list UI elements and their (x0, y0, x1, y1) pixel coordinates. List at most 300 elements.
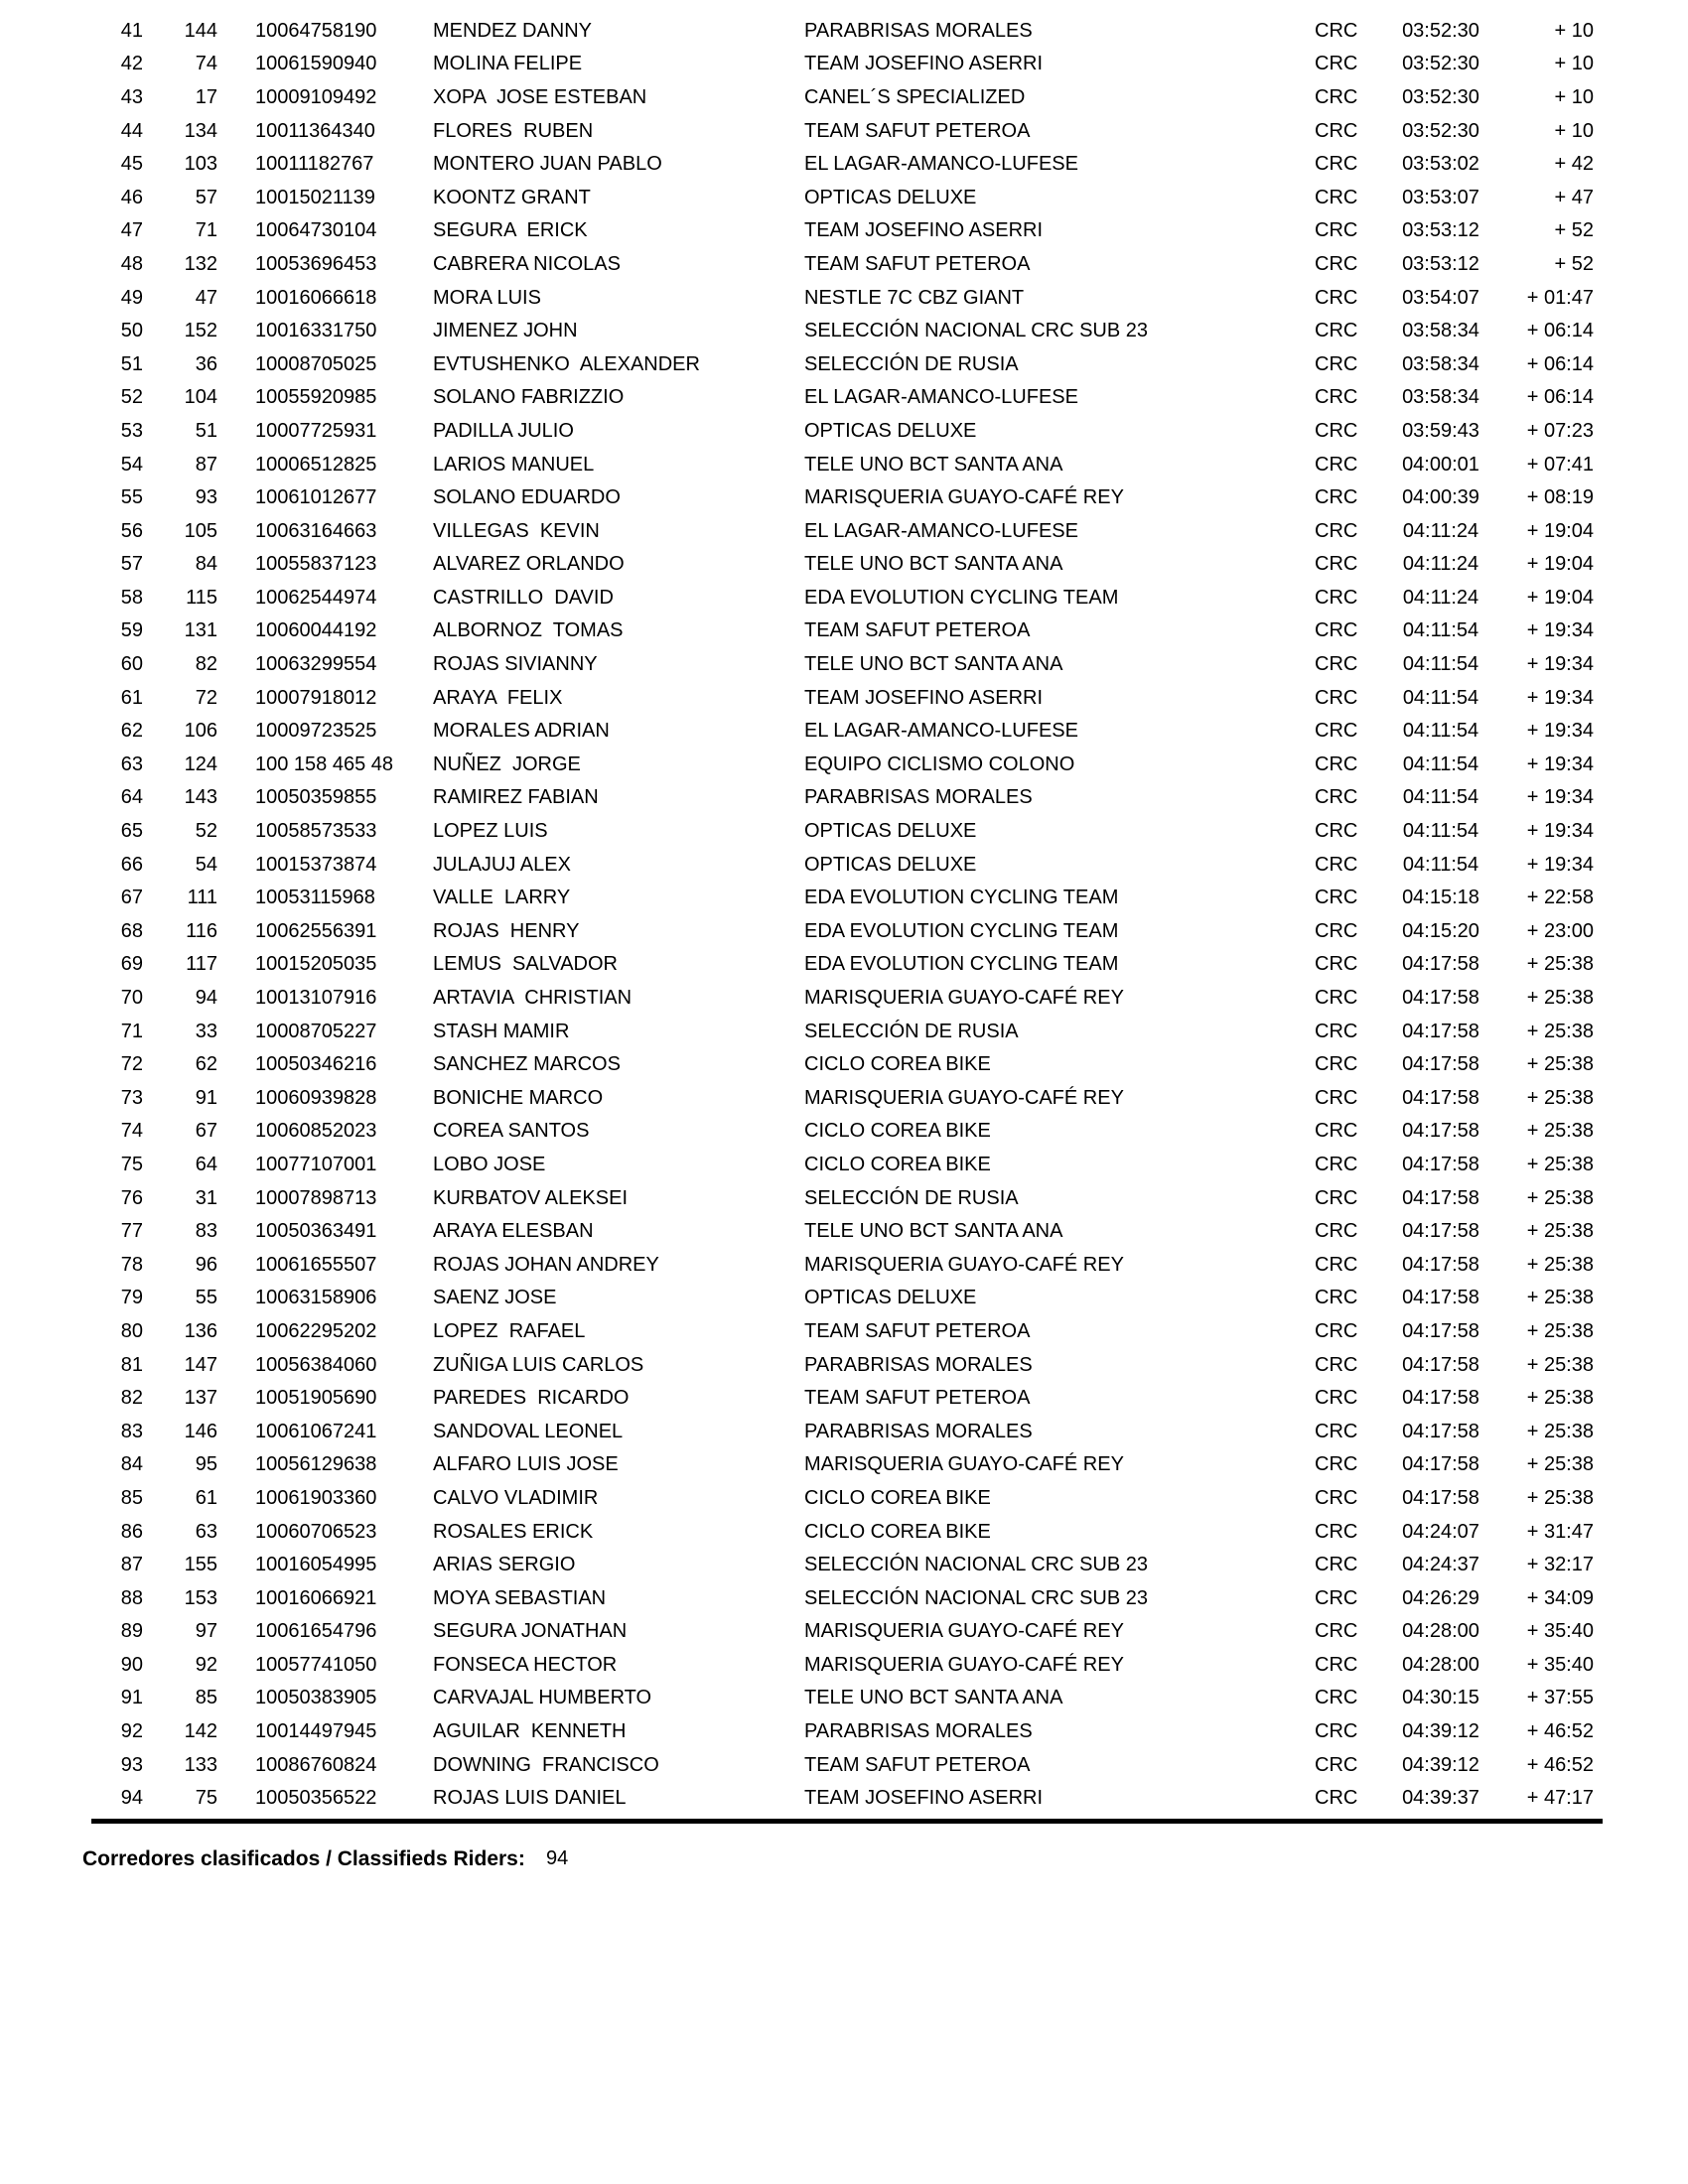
rider-name-cell: ROJAS HENRY (433, 919, 580, 942)
bib-cell: 82 (195, 653, 217, 676)
table-row (0, 1248, 1594, 1282)
team-cell: OPTICAS DELUXE (804, 820, 977, 843)
bib-cell: 61 (195, 1486, 217, 1509)
team-cell: CICLO COREA BIKE (804, 1053, 991, 1076)
gap-cell: + 25:38 (1526, 1287, 1594, 1309)
table-row (0, 1214, 1594, 1248)
time-cell: 04:26:29 (1402, 1586, 1479, 1609)
rider-name-cell: SOLANO EDUARDO (433, 486, 621, 509)
uci-id-cell: 10016054995 (255, 1554, 377, 1576)
team-cell: TELE UNO BCT SANTA ANA (804, 653, 1063, 676)
gap-cell: + 25:38 (1526, 1453, 1594, 1476)
nationality-cell: CRC (1315, 1319, 1358, 1342)
table-row (0, 681, 1594, 715)
gap-cell: + 25:38 (1526, 1086, 1594, 1109)
time-cell: 04:11:54 (1402, 720, 1479, 743)
rider-name-cell: LOPEZ LUIS (433, 820, 548, 843)
time-cell: 04:17:58 (1402, 1319, 1479, 1342)
gap-cell: + 47 (1554, 186, 1594, 208)
rider-name-cell: AGUILAR KENNETH (433, 1720, 627, 1743)
nationality-cell: CRC (1315, 1720, 1358, 1743)
bib-cell: 36 (195, 352, 217, 375)
team-cell: PARABRISAS MORALES (804, 1720, 1033, 1743)
time-cell: 04:17:58 (1402, 1353, 1479, 1376)
rank-cell: 56 (120, 519, 143, 542)
uci-id-cell: 10062544974 (255, 586, 377, 609)
uci-id-cell: 10009109492 (255, 85, 377, 108)
table-row (0, 214, 1594, 248)
bib-cell: 115 (186, 586, 217, 609)
rank-cell: 60 (120, 653, 143, 676)
rank-cell: 57 (120, 553, 143, 576)
uci-id-cell: 10060706523 (255, 1520, 377, 1543)
rank-cell: 48 (120, 252, 143, 275)
time-cell: 04:15:20 (1402, 919, 1479, 942)
rider-name-cell: ROJAS JOHAN ANDREY (433, 1253, 659, 1276)
team-cell: EDA EVOLUTION CYCLING TEAM (804, 887, 1119, 909)
bib-cell: 133 (184, 1753, 217, 1776)
bib-cell: 33 (195, 1020, 217, 1042)
rider-name-cell: ROJAS SIVIANNY (433, 653, 598, 676)
time-cell: 03:54:07 (1402, 286, 1479, 309)
rank-cell: 94 (120, 1787, 143, 1810)
rank-cell: 44 (120, 119, 143, 142)
classified-riders-label: Corredores clasificados / Classifieds Riders: (82, 1846, 525, 1870)
rank-cell: 88 (120, 1586, 143, 1609)
bib-cell: 103 (184, 153, 217, 176)
nationality-cell: CRC (1315, 987, 1358, 1010)
team-cell: CICLO COREA BIKE (804, 1520, 991, 1543)
table-row (0, 781, 1594, 815)
gap-cell: + 10 (1554, 53, 1594, 75)
rider-name-cell: CASTRILLO DAVID (433, 586, 614, 609)
rank-cell: 91 (120, 1687, 143, 1709)
time-cell: 04:17:58 (1402, 1486, 1479, 1509)
bib-cell: 31 (195, 1186, 217, 1209)
nationality-cell: CRC (1315, 320, 1358, 342)
team-cell: EDA EVOLUTION CYCLING TEAM (804, 586, 1119, 609)
gap-cell: + 25:38 (1526, 1220, 1594, 1243)
bib-cell: 52 (195, 820, 217, 843)
uci-id-cell: 10015205035 (255, 953, 377, 976)
team-cell: TEAM SAFUT PETEROA (804, 1387, 1031, 1410)
nationality-cell: CRC (1315, 653, 1358, 676)
time-cell: 04:24:37 (1402, 1554, 1479, 1576)
rider-name-cell: COREA SANTOS (433, 1120, 590, 1143)
table-row (0, 1148, 1594, 1181)
team-cell: MARISQUERIA GUAYO-CAFÉ REY (804, 1086, 1124, 1109)
team-cell: TELE UNO BCT SANTA ANA (804, 453, 1063, 476)
rider-name-cell: SAENZ JOSE (433, 1287, 557, 1309)
nationality-cell: CRC (1315, 153, 1358, 176)
team-cell: TEAM SAFUT PETEROA (804, 1753, 1031, 1776)
nationality-cell: CRC (1315, 586, 1358, 609)
uci-id-cell: 10061067241 (255, 1420, 377, 1442)
gap-cell: + 25:38 (1526, 1153, 1594, 1175)
gap-cell: + 25:38 (1526, 1120, 1594, 1143)
gap-cell: + 25:38 (1526, 953, 1594, 976)
classified-riders-count: 94 (546, 1847, 569, 1870)
nationality-cell: CRC (1315, 1153, 1358, 1175)
nationality-cell: CRC (1315, 1753, 1358, 1776)
team-cell: EQUIPO CICLISMO COLONO (804, 752, 1075, 775)
table-row (0, 1481, 1594, 1515)
rider-name-cell: LOBO JOSE (433, 1153, 546, 1175)
time-cell: 03:58:34 (1402, 386, 1479, 409)
time-cell: 04:11:54 (1402, 752, 1479, 775)
rank-cell: 47 (120, 219, 143, 242)
nationality-cell: CRC (1315, 519, 1358, 542)
rider-name-cell: KOONTZ GRANT (433, 186, 591, 208)
time-cell: 04:17:58 (1402, 987, 1479, 1010)
gap-cell: + 19:34 (1526, 720, 1594, 743)
results-table (0, 14, 1594, 1815)
table-row (0, 414, 1594, 448)
gap-cell: + 47:17 (1526, 1787, 1594, 1810)
gap-cell: + 06:14 (1526, 386, 1594, 409)
gap-cell: + 25:38 (1526, 1319, 1594, 1342)
rank-cell: 51 (120, 352, 143, 375)
time-cell: 04:39:37 (1402, 1787, 1479, 1810)
uci-id-cell: 10050363491 (255, 1220, 377, 1243)
uci-id-cell: 10016066618 (255, 286, 377, 309)
team-cell: PARABRISAS MORALES (804, 19, 1033, 42)
rank-cell: 81 (120, 1353, 143, 1376)
table-row (0, 848, 1594, 882)
uci-id-cell: 10077107001 (255, 1153, 377, 1175)
team-cell: EDA EVOLUTION CYCLING TEAM (804, 953, 1119, 976)
table-row (0, 480, 1594, 514)
rider-name-cell: STASH MAMIR (433, 1020, 570, 1042)
team-cell: MARISQUERIA GUAYO-CAFÉ REY (804, 1253, 1124, 1276)
rank-cell: 63 (120, 752, 143, 775)
table-row (0, 1081, 1594, 1115)
rider-name-cell: MORALES ADRIAN (433, 720, 610, 743)
uci-id-cell: 10050356522 (255, 1787, 377, 1810)
team-cell: TEAM JOSEFINO ASERRI (804, 686, 1044, 709)
classified-riders-footer (82, 1843, 569, 1876)
uci-id-cell: 10061590940 (255, 53, 377, 75)
table-row (0, 1748, 1594, 1782)
rank-cell: 52 (120, 386, 143, 409)
table-row (0, 1615, 1594, 1649)
rank-cell: 82 (120, 1387, 143, 1410)
rank-cell: 84 (120, 1453, 143, 1476)
bib-cell: 84 (195, 553, 217, 576)
team-cell: CICLO COREA BIKE (804, 1153, 991, 1175)
time-cell: 04:30:15 (1402, 1687, 1479, 1709)
rider-name-cell: JIMENEZ JOHN (433, 320, 578, 342)
rank-cell: 80 (120, 1319, 143, 1342)
table-row (0, 347, 1594, 381)
rank-cell: 76 (120, 1186, 143, 1209)
time-cell: 04:11:54 (1402, 820, 1479, 843)
nationality-cell: CRC (1315, 820, 1358, 843)
gap-cell: + 01:47 (1526, 286, 1594, 309)
gap-cell: + 23:00 (1526, 919, 1594, 942)
time-cell: 04:17:58 (1402, 1420, 1479, 1442)
table-row (0, 80, 1594, 114)
table-row (0, 1015, 1594, 1048)
time-cell: 04:00:39 (1402, 486, 1479, 509)
bib-cell: 55 (195, 1287, 217, 1309)
table-row (0, 114, 1594, 148)
team-cell: MARISQUERIA GUAYO-CAFÉ REY (804, 1620, 1124, 1643)
rider-name-cell: CALVO VLADIMIR (433, 1486, 599, 1509)
time-cell: 04:15:18 (1402, 887, 1479, 909)
time-cell: 04:39:12 (1402, 1720, 1479, 1743)
time-cell: 03:52:30 (1402, 85, 1479, 108)
rank-cell: 46 (120, 186, 143, 208)
rank-cell: 87 (120, 1554, 143, 1576)
nationality-cell: CRC (1315, 720, 1358, 743)
nationality-cell: CRC (1315, 352, 1358, 375)
team-cell: PARABRISAS MORALES (804, 1353, 1033, 1376)
table-row (0, 981, 1594, 1015)
rider-name-cell: LARIOS MANUEL (433, 453, 595, 476)
bib-cell: 136 (184, 1319, 217, 1342)
uci-id-cell: 10050346216 (255, 1053, 377, 1076)
gap-cell: + 08:19 (1526, 486, 1594, 509)
time-cell: 04:17:58 (1402, 1287, 1479, 1309)
table-row (0, 48, 1594, 81)
nationality-cell: CRC (1315, 119, 1358, 142)
uci-id-cell: 10050359855 (255, 786, 377, 809)
rider-name-cell: SEGURA JONATHAN (433, 1620, 628, 1643)
table-row (0, 914, 1594, 948)
table-row (0, 1314, 1594, 1348)
time-cell: 03:53:02 (1402, 153, 1479, 176)
gap-cell: + 37:55 (1526, 1687, 1594, 1709)
gap-cell: + 19:34 (1526, 653, 1594, 676)
nationality-cell: CRC (1315, 1287, 1358, 1309)
gap-cell: + 25:38 (1526, 1420, 1594, 1442)
table-row (0, 1348, 1594, 1382)
uci-id-cell: 10055837123 (255, 553, 377, 576)
nationality-cell: CRC (1315, 553, 1358, 576)
table-row (0, 14, 1594, 48)
bib-cell: 153 (184, 1586, 217, 1609)
gap-cell: + 10 (1554, 19, 1594, 42)
uci-id-cell: 10063164663 (255, 519, 377, 542)
nationality-cell: CRC (1315, 1653, 1358, 1676)
nationality-cell: CRC (1315, 1787, 1358, 1810)
uci-id-cell: 10009723525 (255, 720, 377, 743)
rider-name-cell: ROJAS LUIS DANIEL (433, 1787, 627, 1810)
team-cell: EL LAGAR-AMANCO-LUFESE (804, 720, 1078, 743)
table-row (0, 1682, 1594, 1715)
bib-cell: 146 (184, 1420, 217, 1442)
gap-cell: + 25:38 (1526, 1020, 1594, 1042)
uci-id-cell: 10061655507 (255, 1253, 377, 1276)
rank-cell: 55 (120, 486, 143, 509)
team-cell: TELE UNO BCT SANTA ANA (804, 1220, 1063, 1243)
gap-cell: + 31:47 (1526, 1520, 1594, 1543)
nationality-cell: CRC (1315, 1453, 1358, 1476)
bib-cell: 142 (184, 1720, 217, 1743)
rider-name-cell: ALVAREZ ORLANDO (433, 553, 625, 576)
nationality-cell: CRC (1315, 286, 1358, 309)
bib-cell: 105 (184, 519, 217, 542)
rider-name-cell: EVTUSHENKO ALEXANDER (433, 352, 700, 375)
team-cell: TELE UNO BCT SANTA ANA (804, 553, 1063, 576)
uci-id-cell: 10055920985 (255, 386, 377, 409)
uci-id-cell: 10006512825 (255, 453, 377, 476)
time-cell: 04:39:12 (1402, 1753, 1479, 1776)
rank-cell: 73 (120, 1086, 143, 1109)
time-cell: 04:17:58 (1402, 1053, 1479, 1076)
team-cell: PARABRISAS MORALES (804, 1420, 1033, 1442)
bib-cell: 116 (186, 919, 217, 942)
nationality-cell: CRC (1315, 919, 1358, 942)
gap-cell: + 46:52 (1526, 1753, 1594, 1776)
team-cell: SELECCIÓN DE RUSIA (804, 352, 1019, 375)
rank-cell: 65 (120, 820, 143, 843)
table-row (0, 614, 1594, 648)
table-row (0, 548, 1594, 582)
bib-cell: 63 (195, 1520, 217, 1543)
uci-id-cell: 10064758190 (255, 19, 377, 42)
rank-cell: 62 (120, 720, 143, 743)
bib-cell: 74 (195, 53, 217, 75)
nationality-cell: CRC (1315, 252, 1358, 275)
table-row (0, 814, 1594, 848)
gap-cell: + 52 (1554, 219, 1594, 242)
rank-cell: 61 (120, 686, 143, 709)
rank-cell: 78 (120, 1253, 143, 1276)
uci-id-cell: 10011182767 (255, 153, 374, 176)
team-cell: TEAM JOSEFINO ASERRI (804, 53, 1044, 75)
table-row (0, 714, 1594, 748)
team-cell: SELECCIÓN NACIONAL CRC SUB 23 (804, 1586, 1149, 1609)
time-cell: 04:11:54 (1402, 619, 1479, 642)
nationality-cell: CRC (1315, 1687, 1358, 1709)
team-cell: OPTICAS DELUXE (804, 186, 977, 208)
gap-cell: + 10 (1554, 85, 1594, 108)
gap-cell: + 46:52 (1526, 1720, 1594, 1743)
gap-cell: + 10 (1554, 119, 1594, 142)
table-row (0, 247, 1594, 281)
team-cell: SELECCIÓN DE RUSIA (804, 1186, 1019, 1209)
time-cell: 04:17:58 (1402, 1020, 1479, 1042)
uci-id-cell: 10060044192 (255, 619, 377, 642)
bib-cell: 75 (195, 1787, 217, 1810)
time-cell: 04:24:07 (1402, 1520, 1479, 1543)
bib-cell: 57 (195, 186, 217, 208)
uci-id-cell: 10064730104 (255, 219, 377, 242)
team-cell: TEAM JOSEFINO ASERRI (804, 219, 1044, 242)
table-row (0, 147, 1594, 181)
table-row (0, 1381, 1594, 1415)
nationality-cell: CRC (1315, 1486, 1358, 1509)
uci-id-cell: 10050383905 (255, 1687, 377, 1709)
rider-name-cell: LOPEZ RAFAEL (433, 1319, 586, 1342)
bib-cell: 95 (195, 1453, 217, 1476)
uci-id-cell: 100 158 465 48 (255, 752, 394, 775)
bib-cell: 96 (195, 1253, 217, 1276)
rank-cell: 43 (120, 85, 143, 108)
table-row (0, 748, 1594, 781)
rank-cell: 58 (120, 586, 143, 609)
team-cell: EL LAGAR-AMANCO-LUFESE (804, 386, 1078, 409)
nationality-cell: CRC (1315, 219, 1358, 242)
rank-cell: 54 (120, 453, 143, 476)
uci-id-cell: 10086760824 (255, 1753, 377, 1776)
time-cell: 04:11:54 (1402, 853, 1479, 876)
bib-cell: 131 (184, 619, 217, 642)
table-bottom-rule (91, 1819, 1603, 1824)
rider-name-cell: BONICHE MARCO (433, 1086, 604, 1109)
bib-cell: 94 (195, 987, 217, 1010)
gap-cell: + 25:38 (1526, 1053, 1594, 1076)
time-cell: 04:17:58 (1402, 1387, 1479, 1410)
gap-cell: + 19:04 (1526, 553, 1594, 576)
gap-cell: + 19:34 (1526, 820, 1594, 843)
team-cell: NESTLE 7C CBZ GIANT (804, 286, 1025, 309)
table-row (0, 1282, 1594, 1315)
table-row (0, 948, 1594, 982)
gap-cell: + 25:38 (1526, 987, 1594, 1010)
rider-name-cell: CARVAJAL HUMBERTO (433, 1687, 652, 1709)
table-row (0, 1115, 1594, 1149)
time-cell: 04:28:00 (1402, 1620, 1479, 1643)
gap-cell: + 19:34 (1526, 686, 1594, 709)
bib-cell: 54 (195, 853, 217, 876)
time-cell: 03:53:12 (1402, 219, 1479, 242)
bib-cell: 144 (184, 19, 217, 42)
rank-cell: 42 (120, 53, 143, 75)
team-cell: OPTICAS DELUXE (804, 419, 977, 442)
team-cell: CANEL´S SPECIALIZED (804, 85, 1026, 108)
nationality-cell: CRC (1315, 1387, 1358, 1410)
table-row (0, 1047, 1594, 1081)
nationality-cell: CRC (1315, 853, 1358, 876)
team-cell: TEAM JOSEFINO ASERRI (804, 1787, 1044, 1810)
gap-cell: + 19:04 (1526, 519, 1594, 542)
uci-id-cell: 10015373874 (255, 853, 377, 876)
team-cell: MARISQUERIA GUAYO-CAFÉ REY (804, 1453, 1124, 1476)
gap-cell: + 35:40 (1526, 1653, 1594, 1676)
rank-cell: 71 (120, 1020, 143, 1042)
time-cell: 03:53:12 (1402, 252, 1479, 275)
team-cell: SELECCIÓN NACIONAL CRC SUB 23 (804, 320, 1149, 342)
rank-cell: 75 (120, 1153, 143, 1175)
team-cell: SELECCIÓN NACIONAL CRC SUB 23 (804, 1554, 1149, 1576)
bib-cell: 152 (184, 320, 217, 342)
uci-id-cell: 10061903360 (255, 1486, 377, 1509)
rider-name-cell: MENDEZ DANNY (433, 19, 593, 42)
bib-cell: 93 (195, 486, 217, 509)
bib-cell: 134 (184, 119, 217, 142)
time-cell: 04:17:58 (1402, 1120, 1479, 1143)
rider-name-cell: MOYA SEBASTIAN (433, 1586, 607, 1609)
rank-cell: 79 (120, 1287, 143, 1309)
rider-name-cell: ALBORNOZ TOMAS (433, 619, 624, 642)
gap-cell: + 42 (1554, 153, 1594, 176)
uci-id-cell: 10058573533 (255, 820, 377, 843)
rider-name-cell: KURBATOV ALEKSEI (433, 1186, 629, 1209)
rank-cell: 68 (120, 919, 143, 942)
gap-cell: + 19:34 (1526, 619, 1594, 642)
bib-cell: 155 (184, 1554, 217, 1576)
bib-cell: 106 (184, 720, 217, 743)
uci-id-cell: 10061012677 (255, 486, 377, 509)
team-cell: EDA EVOLUTION CYCLING TEAM (804, 919, 1119, 942)
team-cell: OPTICAS DELUXE (804, 1287, 977, 1309)
rider-name-cell: NUÑEZ JORGE (433, 752, 581, 775)
rider-name-cell: CABRERA NICOLAS (433, 252, 621, 275)
rank-cell: 69 (120, 953, 143, 976)
